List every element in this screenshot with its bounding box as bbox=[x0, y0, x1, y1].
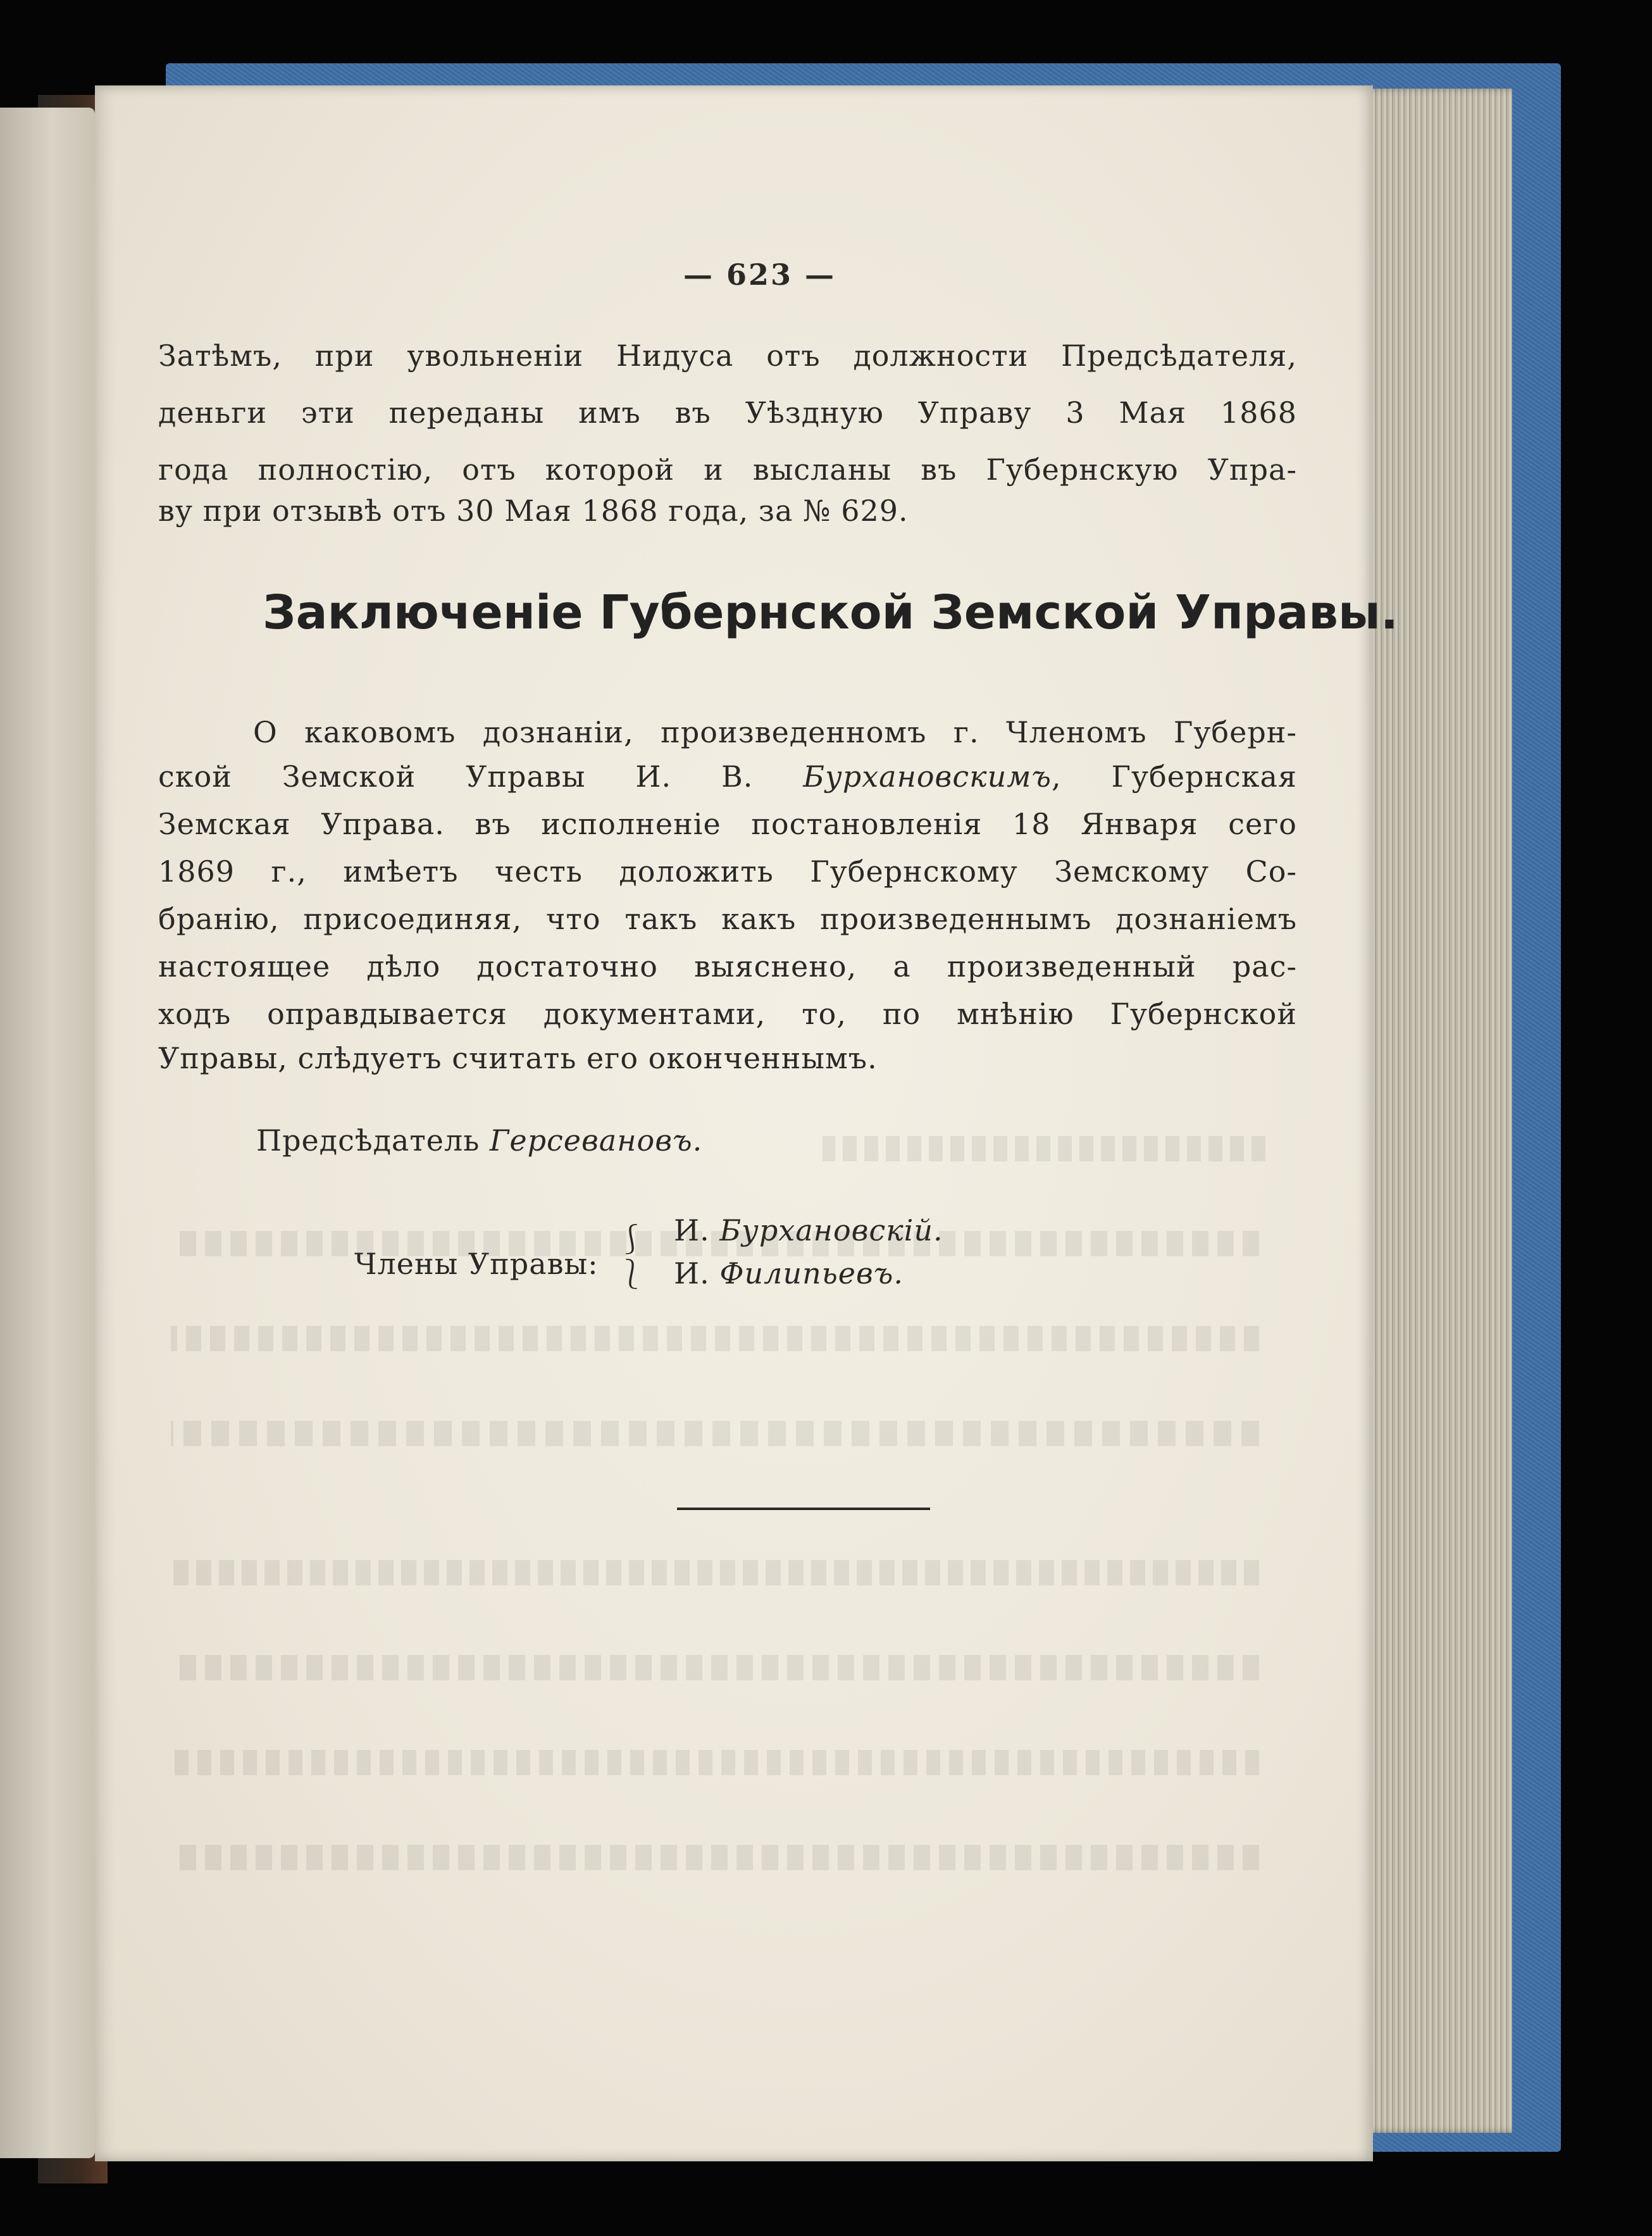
member-name: Бурхановскій. bbox=[719, 1213, 943, 1247]
chairman-name: Герсевановъ. bbox=[489, 1123, 703, 1158]
members-brace: ⎰ bbox=[617, 1222, 646, 1256]
bleed-through-texture bbox=[171, 1421, 1259, 1446]
section-heading: Заключеніе Губернской Земской Управы. bbox=[263, 585, 1398, 640]
bleed-through-texture bbox=[171, 1326, 1259, 1351]
bleed-through-texture bbox=[171, 1845, 1259, 1870]
chairman-label: Предсѣдатель bbox=[256, 1123, 480, 1158]
facing-page-edge bbox=[0, 108, 95, 2158]
members-brace: ⎱ bbox=[617, 1257, 646, 1291]
italic-name: Бурхановскимъ bbox=[803, 759, 1052, 794]
text-line: Управы, слѣдуетъ считать его оконченнымъ. bbox=[158, 1041, 878, 1075]
page-number: — 623 — bbox=[683, 258, 836, 292]
text-run: ской Земской Управы И. В. bbox=[158, 759, 804, 794]
member-line bbox=[674, 1213, 943, 1247]
text-line: Земская Управа. въ исполненіе постановленія 18 Января сего bbox=[158, 807, 1297, 841]
members-label: Члены Управы: bbox=[354, 1247, 599, 1281]
bleed-through-texture bbox=[171, 1655, 1259, 1680]
text-line: деньги эти переданы имъ въ Уѣздную Управу 3 Мая 1868 bbox=[158, 396, 1297, 430]
book-page bbox=[95, 85, 1398, 2161]
text-line bbox=[158, 759, 1297, 794]
chairman-signature bbox=[256, 1123, 702, 1158]
bleed-through-texture bbox=[823, 1136, 1265, 1161]
text-line: 1869 г., имѣетъ честь доложить Губернскому Земскому Со- bbox=[158, 854, 1297, 889]
text-line: года полностію, отъ которой и высланы въ Губернскую Упра- bbox=[158, 453, 1297, 487]
member-name: Филипьевъ. bbox=[719, 1256, 904, 1290]
member-initial: И. bbox=[674, 1213, 710, 1247]
bleed-through-texture bbox=[171, 1560, 1259, 1585]
text-run: , Губернская bbox=[1052, 759, 1298, 794]
member-initial: И. bbox=[674, 1256, 710, 1290]
text-line: настоящее дѣло достаточно выяснено, а произведенный рас- bbox=[158, 949, 1297, 984]
text-line: бранію, присоединяя, что такъ какъ произведеннымъ дознаніемъ bbox=[158, 902, 1297, 936]
member-line bbox=[674, 1256, 904, 1290]
text-line: ходъ оправдывается документами, то, по мнѣнію Губернской bbox=[158, 997, 1297, 1031]
text-line: Затѣмъ, при увольненіи Нидуса отъ должности Предсѣдателя, bbox=[158, 339, 1297, 373]
text-line: ву при отзывѣ отъ 30 Мая 1868 года, за № 629. bbox=[158, 494, 909, 528]
text-line: О каковомъ дознаніи, произведенномъ г. Членомъ Губерн- bbox=[253, 715, 1297, 749]
closing-rule bbox=[677, 1508, 930, 1510]
bleed-through-texture bbox=[171, 1750, 1259, 1775]
